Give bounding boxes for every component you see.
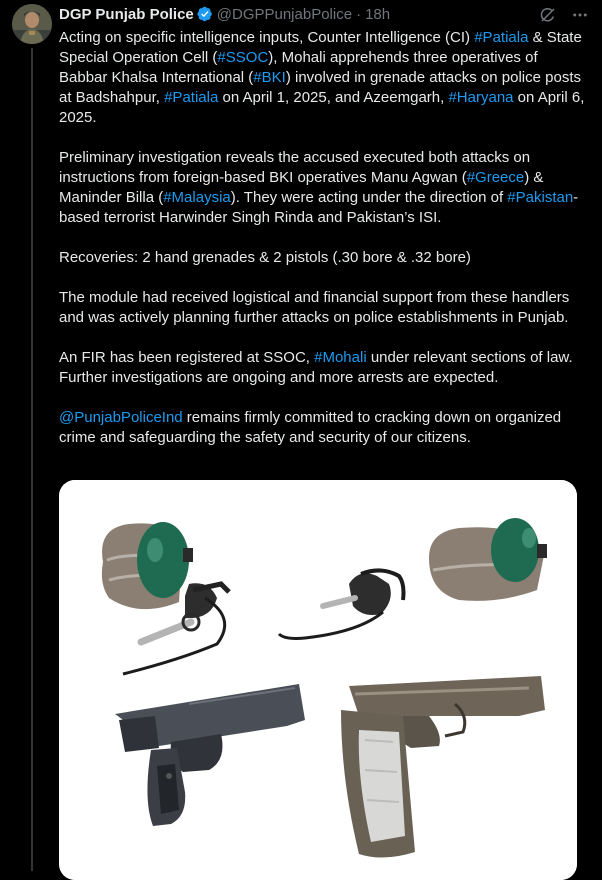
paragraph-6: @PunjabPoliceInd remains firmly committed to cracking down on organized crime and safeguarding the safety and security of our citizens. [59, 409, 562, 446]
paragraph-4: The module had received logistical and financial support from these handlers and was actively planning further attacks on police establishments in Punjab. [59, 289, 570, 326]
tweet-header [59, 0, 589, 28]
verified-badge-icon [197, 6, 213, 22]
tweet-content [59, 0, 589, 468]
timestamp[interactable]: 18h [365, 5, 391, 23]
avatar-image [12, 4, 52, 44]
separator-dot: · [356, 5, 362, 23]
author-handle[interactable]: @DGPPunjabPolice [216, 5, 353, 23]
tweet-text [59, 28, 589, 448]
thread-line [31, 48, 33, 871]
hashtag-patiala[interactable]: #Patiala [474, 29, 529, 46]
grok-icon[interactable] [539, 6, 557, 24]
hashtag-haryana[interactable]: #Haryana [448, 89, 514, 106]
hashtag-bki[interactable]: #BKI [253, 69, 286, 86]
hashtag-mohali[interactable]: #Mohali [314, 349, 367, 366]
paragraph-3: Recoveries: 2 hand grenades & 2 pistols (.30 bore & .32 bore) [59, 249, 471, 266]
tweet-media-image[interactable] [59, 480, 577, 880]
mention-punjabpoliceind[interactable]: @PunjabPoliceInd [59, 409, 183, 426]
paragraph-5: An FIR has been registered at SSOC, #Mohali under relevant sections of law. Further investigations are ongoing and more arrests are expected. [59, 349, 573, 386]
hashtag-pakistan[interactable]: #Pakistan [507, 189, 574, 206]
hashtag-patiala-2[interactable]: #Patiala [164, 89, 219, 106]
avatar[interactable] [12, 4, 52, 44]
paragraph-2: Preliminary investigation reveals the accused executed both attacks on instructions from foreign-based BKI operatives Manu Agwan (#Greece) & Maninder Billa (#Malaysia). They were acting under the direction of #Pakistan-based terrorist Harwinder Singh Rinda and Pakistan’s ISI. [59, 149, 579, 226]
hashtag-greece[interactable]: #Greece [466, 169, 525, 186]
author-name[interactable]: DGP Punjab Police [59, 5, 194, 23]
header-actions [539, 6, 589, 24]
hashtag-ssoc[interactable]: #SSOC [217, 49, 269, 66]
more-icon[interactable] [571, 6, 589, 24]
paragraph-1: Acting on specific intelligence inputs, Counter Intelligence (CI) #Patiala & State Special Operation Cell (#SSOC), Mohali apprehends three operatives of Babbar Khalsa International (#BKI) involved in grenade attacks on police posts at Badshahpur, #Patiala on April 1, 2025, and Azeemgarh, #Haryana on April 6, 2025. [59, 29, 585, 126]
hashtag-malaysia[interactable]: #Malaysia [163, 189, 231, 206]
